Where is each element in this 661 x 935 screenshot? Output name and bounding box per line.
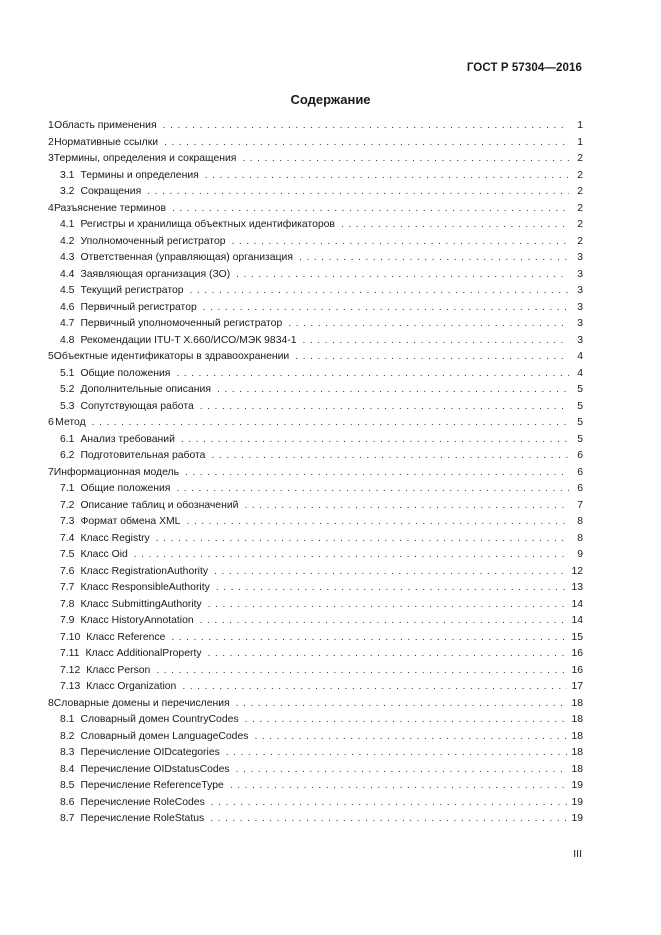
- dot-leader: [200, 613, 568, 630]
- toc-entry-number: 8.5: [60, 780, 75, 791]
- toc-entry-number: 4.6: [60, 301, 75, 313]
- dot-leader: [92, 415, 569, 432]
- toc-entry-page: 4: [577, 351, 583, 362]
- toc-entry-number: 4.2: [60, 235, 75, 247]
- toc-entry[interactable]: [48, 580, 583, 597]
- toc-entry-number: 7.6: [60, 565, 75, 577]
- toc-entry-page: 16: [571, 664, 583, 676]
- toc-entry[interactable]: [48, 679, 583, 696]
- toc-entry-title: Термины, определения и сокращения: [53, 153, 237, 164]
- toc-entry-page: 5: [577, 433, 583, 445]
- toc-entry[interactable]: [48, 531, 583, 548]
- toc-entry-title: Перечисление OIDstatusCodes: [80, 763, 230, 775]
- toc-entry-number: 4.8: [60, 334, 75, 346]
- toc-entry-page: 14: [571, 598, 583, 610]
- toc-entry-title: Дополнительные описания: [80, 384, 211, 395]
- dot-leader: [254, 729, 567, 746]
- toc-entry[interactable]: [48, 300, 583, 317]
- toc-entry-title: Сокращения: [80, 186, 142, 197]
- toc-entry[interactable]: [48, 465, 583, 482]
- toc-entry-page: 19: [571, 780, 583, 791]
- toc-entry-page: 6: [577, 450, 583, 461]
- toc-entry-page: 2: [577, 169, 583, 181]
- dot-leader: [295, 349, 569, 366]
- dot-leader: [341, 217, 569, 234]
- dot-leader: [210, 811, 567, 828]
- toc-entry-page: 9: [577, 549, 583, 560]
- toc-entry-number: 7.12: [60, 664, 81, 676]
- toc-entry-page: 5: [577, 417, 583, 428]
- toc-entry-page: 4: [577, 367, 583, 379]
- toc-entry-title: Область применения: [54, 120, 157, 131]
- toc-entry-number: 4.5: [60, 285, 75, 296]
- toc-entry[interactable]: [48, 184, 583, 201]
- toc-entry-title: Формат обмена XML: [80, 516, 181, 527]
- toc-entry-number: 2: [48, 136, 54, 148]
- toc-entry-title: Подготовительная работа: [80, 450, 206, 461]
- toc-entry-page: 3: [577, 285, 583, 296]
- toc-entry-title: Общие положения: [80, 483, 171, 494]
- toc-entry-title: Класс Oid: [80, 549, 128, 560]
- toc-entry[interactable]: [48, 547, 583, 564]
- toc-entry-number: 7.1: [60, 483, 75, 494]
- toc-entry[interactable]: [48, 399, 583, 416]
- dot-leader: [176, 366, 569, 383]
- toc-entry-number: 8.2: [60, 730, 75, 742]
- dot-leader: [200, 399, 569, 416]
- toc-entry-number: 7.8: [60, 598, 75, 610]
- toc-entry-page: 1: [577, 136, 583, 148]
- toc-entry-title: Регистры и хранилища объектных идентификаторов: [80, 219, 335, 230]
- toc-entry-page: 2: [577, 153, 583, 164]
- dot-leader: [226, 745, 568, 762]
- dot-leader: [156, 663, 567, 680]
- toc-entry-page: 6: [577, 483, 583, 494]
- toc-entry-number: 8.6: [60, 796, 75, 808]
- toc-entry[interactable]: [48, 630, 583, 647]
- toc-entry-title: Информационная модель: [53, 466, 179, 478]
- toc-entry-page: 18: [571, 697, 583, 709]
- toc-entry-title: Перечисление OIDcategories: [80, 747, 220, 758]
- toc-entry[interactable]: [48, 151, 583, 168]
- toc-entry-title: Словарный домен LanguageCodes: [80, 730, 249, 742]
- toc-entry-title: Класс Organization: [86, 681, 177, 692]
- toc-entry-page: 18: [571, 763, 583, 775]
- toc-entry-page: 2: [577, 219, 583, 230]
- dot-leader: [181, 432, 569, 449]
- toc-entry-title: Метод: [55, 417, 86, 428]
- toc-entry-page: 2: [577, 186, 583, 197]
- toc-entry-title: Первичный уполномоченный регистратор: [80, 318, 283, 329]
- dot-leader: [171, 630, 567, 647]
- dot-leader: [216, 580, 568, 597]
- toc-entry-page: 1: [577, 120, 583, 131]
- toc-entry-page: 5: [577, 400, 583, 412]
- toc-entry-number: 8.7: [60, 813, 75, 824]
- toc-entry[interactable]: [48, 729, 583, 746]
- toc-entry-page: 19: [571, 796, 583, 808]
- dot-leader: [185, 465, 569, 482]
- toc-entry[interactable]: [48, 415, 583, 432]
- toc-entry-number: 4.3: [60, 252, 75, 263]
- toc-entry-title: Заявляющая организация (ЗО): [80, 268, 231, 280]
- toc-entry-title: Перечисление ReferenceType: [80, 780, 224, 791]
- toc-entry[interactable]: [48, 135, 583, 152]
- toc-entry-number: 8: [48, 697, 54, 709]
- dot-leader: [211, 448, 569, 465]
- toc-entry[interactable]: [48, 201, 583, 218]
- toc-entry-number: 7.10: [60, 631, 81, 643]
- toc-entry-number: 4.1: [60, 219, 75, 230]
- dot-leader: [299, 250, 569, 267]
- table-of-contents: [48, 118, 583, 828]
- toc-entry-title: Первичный регистратор: [80, 301, 197, 313]
- toc-entry-page: 12: [571, 565, 583, 577]
- toc-entry-number: 7: [48, 466, 54, 478]
- toc-entry-number: 5.3: [60, 400, 75, 412]
- toc-entry-title: Ответственная (управляющая) организация: [80, 252, 293, 263]
- toc-entry-page: 3: [577, 268, 583, 280]
- toc-entry-title: Сопутствующая работа: [80, 400, 194, 412]
- toc-entry-title: Нормативные ссылки: [54, 136, 159, 148]
- dot-leader: [236, 696, 568, 713]
- toc-entry-title: Термины и определения: [80, 169, 199, 181]
- toc-entry-number: 5.2: [60, 384, 75, 395]
- toc-entry-number: 3: [48, 153, 54, 164]
- toc-entry-page: 8: [577, 532, 583, 544]
- toc-entry-number: 6.2: [60, 450, 75, 461]
- toc-entry-title: Разъяснение терминов: [53, 202, 166, 214]
- toc-entry-title: Класс HistoryAnnotation: [80, 615, 194, 626]
- dot-leader: [236, 762, 568, 779]
- toc-entry[interactable]: [48, 366, 583, 383]
- toc-entry[interactable]: [48, 646, 583, 663]
- dot-leader: [244, 498, 569, 515]
- toc-entry-page: 15: [571, 631, 583, 643]
- toc-entry[interactable]: [48, 696, 583, 713]
- toc-entry[interactable]: [48, 250, 583, 267]
- toc-entry[interactable]: [48, 745, 583, 762]
- toc-entry-page: 5: [577, 384, 583, 395]
- toc-entry-page: 3: [577, 334, 583, 346]
- toc-entry-number: 7.2: [60, 499, 75, 511]
- toc-entry-title: Общие положения: [80, 367, 171, 379]
- toc-entry[interactable]: [48, 382, 583, 399]
- toc-entry[interactable]: [48, 481, 583, 498]
- toc-entry-title: Описание таблиц и обозначений: [80, 499, 239, 511]
- dot-leader: [303, 333, 569, 350]
- document-id: ГОСТ Р 57304—2016: [466, 62, 582, 74]
- toc-entry[interactable]: [48, 168, 583, 185]
- toc-entry-number: 6.1: [60, 433, 75, 445]
- toc-entry[interactable]: [48, 811, 583, 828]
- toc-entry-number: 7.7: [60, 582, 75, 593]
- toc-entry-number: 7.9: [60, 615, 75, 626]
- toc-entry-number: 7.11: [60, 648, 80, 659]
- toc-entry[interactable]: [48, 349, 583, 366]
- toc-entry-title: Уполномоченный регистратор: [80, 235, 226, 247]
- dot-leader: [236, 267, 569, 284]
- toc-entry-number: 4: [48, 202, 54, 214]
- dot-leader: [211, 795, 568, 812]
- dot-leader: [147, 184, 569, 201]
- toc-entry-title: Словарные домены и перечисления: [53, 697, 230, 709]
- toc-entry-number: 1: [48, 120, 54, 131]
- toc-entry-page: 3: [577, 318, 583, 329]
- dot-leader: [214, 564, 567, 581]
- toc-entry-title: Текущий регистратор: [80, 285, 184, 296]
- toc-entry-page: 13: [571, 582, 583, 593]
- toc-entry-page: 16: [571, 648, 583, 659]
- toc-entry-page: 8: [577, 516, 583, 527]
- toc-entry[interactable]: [48, 778, 583, 795]
- toc-entry[interactable]: [48, 267, 583, 284]
- toc-entry[interactable]: [48, 234, 583, 251]
- toc-entry-title: Класс ResponsibleAuthority: [80, 582, 210, 593]
- toc-entry-number: 3.2: [60, 186, 75, 197]
- toc-entry-title: Рекомендации ITU-T X.660/ИСО/МЭК 9834-1: [80, 334, 297, 346]
- dot-leader: [186, 514, 569, 531]
- dot-leader: [288, 316, 569, 333]
- toc-entry-number: 7.3: [60, 516, 75, 527]
- toc-entry-number: 8.1: [60, 714, 75, 725]
- toc-entry-page: 19: [571, 813, 583, 824]
- dot-leader: [182, 679, 567, 696]
- toc-entry-page: 7: [577, 499, 583, 511]
- toc-entry-number: 7.13: [60, 681, 81, 692]
- toc-entry-number: 3.1: [60, 169, 75, 181]
- dot-leader: [208, 646, 568, 663]
- toc-entry[interactable]: [48, 333, 583, 350]
- dot-leader: [176, 481, 569, 498]
- toc-entry[interactable]: [48, 762, 583, 779]
- toc-entry[interactable]: [48, 217, 583, 234]
- toc-entry-number: 8.4: [60, 763, 75, 775]
- dot-leader: [164, 135, 569, 152]
- toc-entry-page: 3: [577, 301, 583, 313]
- toc-entry-title: Перечисление RoleCodes: [80, 796, 205, 808]
- toc-entry[interactable]: [48, 712, 583, 729]
- toc-entry-title: Словарный домен CountryCodes: [80, 714, 239, 725]
- toc-entry-number: 5: [48, 351, 54, 362]
- toc-entry-title: Перечисление RoleStatus: [80, 813, 205, 824]
- dot-leader: [217, 382, 569, 399]
- toc-entry-page: 18: [571, 730, 583, 742]
- toc-entry-title: Класс Registry: [80, 532, 150, 544]
- toc-entry-number: 4.7: [60, 318, 75, 329]
- dot-leader: [156, 531, 569, 548]
- toc-entry-title: Класс RegistrationAuthority: [80, 565, 209, 577]
- toc-entry-page: 17: [571, 681, 583, 692]
- page-title: Содержание: [290, 92, 371, 107]
- toc-entry[interactable]: [48, 448, 583, 465]
- toc-entry[interactable]: [48, 663, 583, 680]
- toc-entry[interactable]: [48, 432, 583, 449]
- toc-entry[interactable]: [48, 498, 583, 515]
- toc-entry-page: 2: [577, 202, 583, 214]
- toc-entry[interactable]: [48, 316, 583, 333]
- toc-entry-page: 2: [577, 235, 583, 247]
- toc-entry[interactable]: [48, 564, 583, 581]
- dot-leader: [230, 778, 568, 795]
- toc-entry-number: 8.3: [60, 747, 75, 758]
- toc-entry-page: 3: [577, 252, 583, 263]
- toc-entry[interactable]: [48, 597, 583, 614]
- dot-leader: [203, 300, 569, 317]
- toc-entry[interactable]: [48, 514, 583, 531]
- toc-entry-page: 14: [571, 615, 583, 626]
- dot-leader: [134, 547, 569, 564]
- toc-entry-number: 6: [48, 417, 54, 428]
- toc-entry-title: Класс Reference: [86, 631, 166, 643]
- dot-leader: [172, 201, 569, 218]
- toc-entry-title: Анализ требований: [80, 433, 175, 445]
- dot-leader: [232, 234, 570, 251]
- page-number: III: [573, 848, 582, 860]
- toc-entry-title: Класс AdditionalProperty: [85, 648, 202, 659]
- toc-entry[interactable]: [48, 118, 583, 135]
- toc-entry-title: Объектные идентификаторы в здравоохранении: [53, 351, 290, 362]
- toc-entry-title: Класс Person: [86, 664, 151, 676]
- dot-leader: [163, 118, 569, 135]
- toc-entry-number: 5.1: [60, 367, 75, 379]
- dot-leader: [208, 597, 568, 614]
- toc-entry-page: 18: [571, 747, 583, 758]
- toc-entry-number: 7.4: [60, 532, 75, 544]
- toc-entry[interactable]: [48, 283, 583, 300]
- toc-entry-title: Класс SubmittingAuthority: [80, 598, 202, 610]
- toc-entry-number: 7.5: [60, 549, 75, 560]
- dot-leader: [242, 151, 569, 168]
- dot-leader: [190, 283, 569, 300]
- toc-entry-page: 18: [571, 714, 583, 725]
- toc-entry[interactable]: [48, 613, 583, 630]
- dot-leader: [205, 168, 569, 185]
- toc-entry-number: 4.4: [60, 268, 75, 280]
- dot-leader: [245, 712, 568, 729]
- toc-entry[interactable]: [48, 795, 583, 812]
- toc-entry-page: 6: [577, 466, 583, 478]
